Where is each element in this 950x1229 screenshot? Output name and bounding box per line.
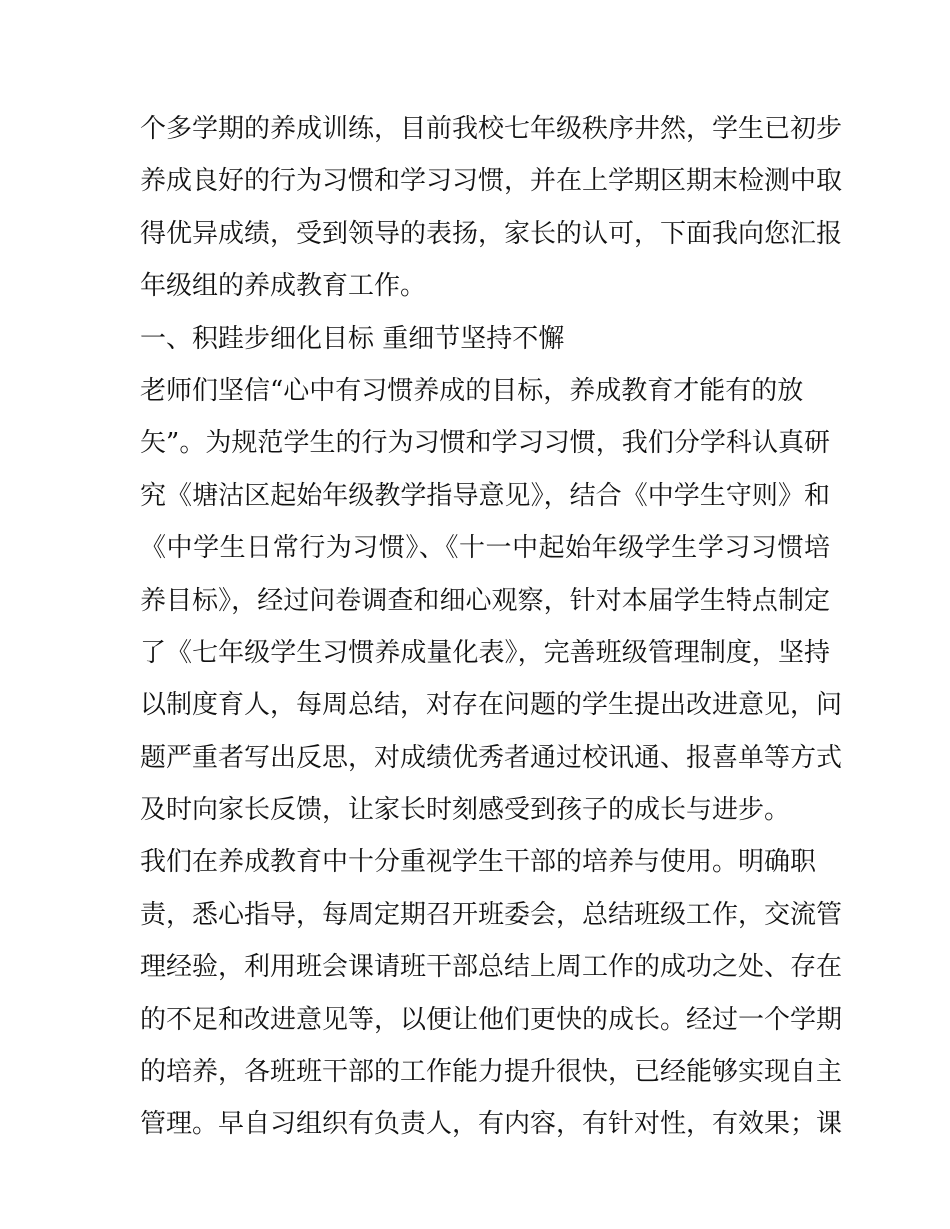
- text-line: 及时向家长反馈，让家长时刻感受到孩子的成长与进步。: [140, 795, 791, 826]
- text-line: 责，悉心指导，每周定期召开班委会，总结班级工作，交流管: [140, 899, 843, 930]
- text-line: 老师们坚信“心中有习惯养成的目标，养成教育才能有的放: [140, 375, 804, 406]
- text-line: 《中学生日常行为习惯》、《十一中起始年级学生学习习惯培: [140, 533, 830, 564]
- text-line: 题严重者写出反思，对成绩优秀者通过校讯通、报喜单等方式: [140, 742, 843, 773]
- text-line: 以制度育人，每周总结，对存在问题的学生提出改进意见，问: [140, 690, 843, 721]
- text-line: 年级组的养成教育工作。: [140, 271, 427, 302]
- text-line: 理经验，利用班会课请班干部总结上周工作的成功之处、存在: [140, 952, 843, 983]
- text-line: 得优异成绩，受到领导的表扬，家长的认可，下面我向您汇报: [140, 218, 843, 249]
- section-heading: 一、积跬步细化目标 重细节坚持不懈: [140, 323, 565, 354]
- text-line: 我们在养成教育中十分重视学生干部的培养与使用。明确职: [140, 847, 817, 878]
- text-line: 矢”。为规范学生的行为习惯和学习习惯，我们分学科认真研: [140, 428, 830, 459]
- text-line: 养成良好的行为习惯和学习习惯，并在上学期区期末检测中取: [140, 166, 843, 197]
- text-line: 的培养，各班班干部的工作能力提升很快，已经能够实现自主: [140, 1057, 843, 1088]
- text-line: 管理。早自习组织有负责人，有内容，有针对性，有效果；课: [140, 1109, 843, 1140]
- body-text: [140, 103, 843, 1151]
- text-line: 了《七年级学生习惯养成量化表》，完善班级管理制度，坚持: [140, 637, 830, 668]
- text-line: 养目标》，经过问卷调查和细心观察，针对本届学生特点制定: [140, 585, 830, 616]
- text-line: 究《塘沽区起始年级教学指导意见》，结合《中学生守则》和: [140, 480, 830, 511]
- text-line: 个多学期的养成训练，目前我校七年级秩序井然，学生已初步: [140, 114, 843, 144]
- text-line: 的不足和改进意见等，以便让他们更快的成长。经过一个学期: [140, 1004, 843, 1035]
